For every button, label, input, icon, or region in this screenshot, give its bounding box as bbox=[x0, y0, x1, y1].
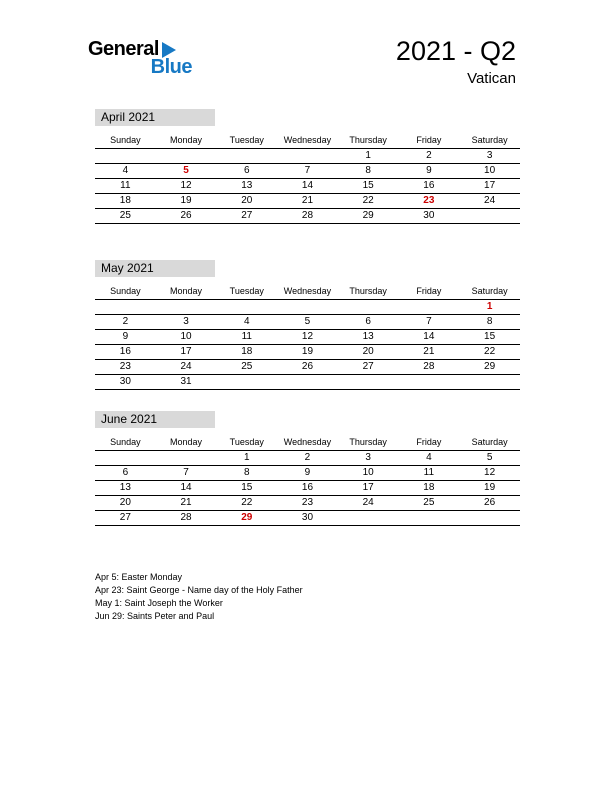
date-cell: 22 bbox=[338, 193, 399, 208]
empty-cell bbox=[216, 299, 277, 314]
day-header: Saturday bbox=[471, 286, 508, 297]
date-cell: 13 bbox=[216, 178, 277, 193]
day-header: Wednesday bbox=[283, 437, 332, 448]
date-cell: 1 bbox=[216, 450, 277, 465]
day-header: Monday bbox=[170, 437, 203, 448]
date-cell: 28 bbox=[399, 359, 460, 374]
day-header: Wednesday bbox=[283, 286, 332, 297]
date-cell: 12 bbox=[277, 329, 338, 344]
date-cell: 23 bbox=[95, 359, 156, 374]
date-cell: 18 bbox=[95, 193, 156, 208]
date-cell: 5 bbox=[277, 314, 338, 329]
empty-cell bbox=[338, 299, 399, 314]
day-header-row bbox=[95, 435, 520, 450]
empty-cell bbox=[277, 148, 338, 163]
date-cell: 28 bbox=[156, 510, 217, 525]
date-cell: 6 bbox=[216, 163, 277, 178]
date-cell: 27 bbox=[338, 359, 399, 374]
day-header: Sunday bbox=[110, 286, 141, 297]
empty-cell bbox=[95, 148, 156, 163]
date-cell: 20 bbox=[95, 495, 156, 510]
empty-cell bbox=[459, 208, 520, 223]
date-cell: 9 bbox=[95, 329, 156, 344]
date-cell: 21 bbox=[156, 495, 217, 510]
date-cell: 14 bbox=[277, 178, 338, 193]
date-cell: 7 bbox=[156, 465, 217, 480]
date-cell: 29 bbox=[216, 510, 277, 525]
day-header: Thursday bbox=[349, 135, 387, 146]
date-cell: 13 bbox=[95, 480, 156, 495]
empty-cell bbox=[156, 299, 217, 314]
date-cell: 24 bbox=[156, 359, 217, 374]
day-header: Friday bbox=[416, 437, 442, 448]
day-header: Tuesday bbox=[229, 135, 264, 146]
date-cell: 5 bbox=[459, 450, 520, 465]
date-cell: 4 bbox=[399, 450, 460, 465]
date-cell: 2 bbox=[277, 450, 338, 465]
empty-cell bbox=[95, 450, 156, 465]
date-cell: 15 bbox=[459, 329, 520, 344]
date-cell: 9 bbox=[399, 163, 460, 178]
calendar-table bbox=[95, 284, 520, 390]
date-cell: 13 bbox=[338, 329, 399, 344]
date-cell: 3 bbox=[338, 450, 399, 465]
date-cell: 16 bbox=[277, 480, 338, 495]
date-cell: 17 bbox=[459, 178, 520, 193]
holiday-notes bbox=[95, 571, 303, 623]
date-cell: 22 bbox=[459, 344, 520, 359]
empty-cell bbox=[216, 374, 277, 389]
week-row bbox=[95, 510, 520, 525]
logo-general-label: General bbox=[88, 38, 159, 60]
month-title: June 2021 bbox=[95, 411, 215, 428]
day-header: Sunday bbox=[110, 135, 141, 146]
week-row bbox=[95, 148, 520, 163]
date-cell: 25 bbox=[399, 495, 460, 510]
date-cell: 3 bbox=[459, 148, 520, 163]
holiday-note: Jun 29: Saints Peter and Paul bbox=[95, 611, 215, 621]
day-header: Friday bbox=[416, 286, 442, 297]
week-row bbox=[95, 450, 520, 465]
date-cell: 15 bbox=[216, 480, 277, 495]
day-header-row bbox=[95, 284, 520, 299]
empty-cell bbox=[399, 374, 460, 389]
empty-cell bbox=[95, 299, 156, 314]
empty-cell bbox=[156, 148, 217, 163]
holiday-note: Apr 23: Saint George - Name day of the Holy Father bbox=[95, 585, 303, 595]
week-row bbox=[95, 178, 520, 193]
empty-cell bbox=[399, 510, 460, 525]
date-cell: 9 bbox=[277, 465, 338, 480]
date-cell: 21 bbox=[277, 193, 338, 208]
day-header: Sunday bbox=[110, 437, 141, 448]
date-cell: 2 bbox=[95, 314, 156, 329]
date-cell: 7 bbox=[399, 314, 460, 329]
date-cell: 11 bbox=[216, 329, 277, 344]
date-cell: 27 bbox=[95, 510, 156, 525]
week-row bbox=[95, 359, 520, 374]
date-cell: 24 bbox=[338, 495, 399, 510]
date-cell: 6 bbox=[338, 314, 399, 329]
country-name: Vatican bbox=[467, 70, 516, 87]
date-cell: 12 bbox=[156, 178, 217, 193]
day-header: Tuesday bbox=[229, 437, 264, 448]
date-cell: 25 bbox=[216, 359, 277, 374]
day-header: Thursday bbox=[349, 437, 387, 448]
date-cell: 17 bbox=[156, 344, 217, 359]
date-cell: 26 bbox=[156, 208, 217, 223]
day-header: Monday bbox=[170, 135, 203, 146]
date-cell: 16 bbox=[95, 344, 156, 359]
week-row bbox=[95, 344, 520, 359]
date-cell: 29 bbox=[459, 359, 520, 374]
day-header-row bbox=[95, 133, 520, 148]
empty-cell bbox=[156, 450, 217, 465]
date-cell: 31 bbox=[156, 374, 217, 389]
date-cell: 25 bbox=[95, 208, 156, 223]
month-calendar-may bbox=[95, 260, 520, 390]
week-row bbox=[95, 374, 520, 389]
date-cell: 1 bbox=[459, 299, 520, 314]
day-header: Thursday bbox=[349, 286, 387, 297]
date-cell: 14 bbox=[156, 480, 217, 495]
date-cell: 29 bbox=[338, 208, 399, 223]
week-row bbox=[95, 495, 520, 510]
date-cell: 26 bbox=[459, 495, 520, 510]
date-cell: 15 bbox=[338, 178, 399, 193]
date-cell: 11 bbox=[399, 465, 460, 480]
date-cell: 7 bbox=[277, 163, 338, 178]
quarter-title: 2021 - Q2 bbox=[395, 36, 516, 66]
week-row bbox=[95, 299, 520, 314]
week-row bbox=[95, 314, 520, 329]
week-row bbox=[95, 465, 520, 480]
date-cell: 16 bbox=[399, 178, 460, 193]
day-header: Saturday bbox=[471, 437, 508, 448]
date-cell: 2 bbox=[399, 148, 460, 163]
month-calendar-june bbox=[95, 411, 520, 526]
date-cell: 23 bbox=[399, 193, 460, 208]
date-cell: 30 bbox=[399, 208, 460, 223]
calendar-table bbox=[95, 435, 520, 526]
week-row bbox=[95, 208, 520, 223]
date-cell: 11 bbox=[95, 178, 156, 193]
date-cell: 8 bbox=[338, 163, 399, 178]
date-cell: 23 bbox=[277, 495, 338, 510]
holiday-note: Apr 5: Easter Monday bbox=[95, 572, 183, 582]
date-cell: 22 bbox=[216, 495, 277, 510]
date-cell: 14 bbox=[399, 329, 460, 344]
date-cell: 6 bbox=[95, 465, 156, 480]
date-cell: 19 bbox=[459, 480, 520, 495]
date-cell: 4 bbox=[95, 163, 156, 178]
date-cell: 10 bbox=[459, 163, 520, 178]
date-cell: 4 bbox=[216, 314, 277, 329]
date-cell: 18 bbox=[399, 480, 460, 495]
week-row bbox=[95, 329, 520, 344]
date-cell: 8 bbox=[459, 314, 520, 329]
day-header: Friday bbox=[416, 135, 442, 146]
empty-cell bbox=[338, 374, 399, 389]
date-cell: 10 bbox=[156, 329, 217, 344]
date-cell: 17 bbox=[338, 480, 399, 495]
month-calendar-april bbox=[95, 109, 520, 224]
empty-cell bbox=[277, 374, 338, 389]
date-cell: 26 bbox=[277, 359, 338, 374]
holiday-note: May 1: Saint Joseph the Worker bbox=[95, 598, 223, 608]
date-cell: 5 bbox=[156, 163, 217, 178]
date-cell: 19 bbox=[277, 344, 338, 359]
month-title: May 2021 bbox=[95, 260, 215, 277]
date-cell: 30 bbox=[277, 510, 338, 525]
date-cell: 12 bbox=[459, 465, 520, 480]
week-row bbox=[95, 163, 520, 178]
date-cell: 20 bbox=[338, 344, 399, 359]
month-title: April 2021 bbox=[95, 109, 215, 126]
empty-cell bbox=[459, 510, 520, 525]
date-cell: 10 bbox=[338, 465, 399, 480]
date-cell: 27 bbox=[216, 208, 277, 223]
day-header: Tuesday bbox=[229, 286, 264, 297]
date-cell: 30 bbox=[95, 374, 156, 389]
date-cell: 3 bbox=[156, 314, 217, 329]
logo-blue-text: Blue bbox=[150, 56, 192, 78]
date-cell: 19 bbox=[156, 193, 217, 208]
week-row bbox=[95, 193, 520, 208]
calendar-table bbox=[95, 133, 520, 224]
day-header: Wednesday bbox=[283, 135, 332, 146]
day-header: Monday bbox=[170, 286, 203, 297]
day-header: Saturday bbox=[471, 135, 508, 146]
empty-cell bbox=[399, 299, 460, 314]
date-cell: 24 bbox=[459, 193, 520, 208]
title-block bbox=[396, 36, 516, 87]
date-cell: 8 bbox=[216, 465, 277, 480]
date-cell: 21 bbox=[399, 344, 460, 359]
date-cell: 1 bbox=[338, 148, 399, 163]
date-cell: 28 bbox=[277, 208, 338, 223]
empty-cell bbox=[277, 299, 338, 314]
empty-cell bbox=[216, 148, 277, 163]
week-row bbox=[95, 480, 520, 495]
empty-cell bbox=[459, 374, 520, 389]
empty-cell bbox=[338, 510, 399, 525]
date-cell: 18 bbox=[216, 344, 277, 359]
generalblue-logo bbox=[88, 38, 192, 79]
date-cell: 20 bbox=[216, 193, 277, 208]
